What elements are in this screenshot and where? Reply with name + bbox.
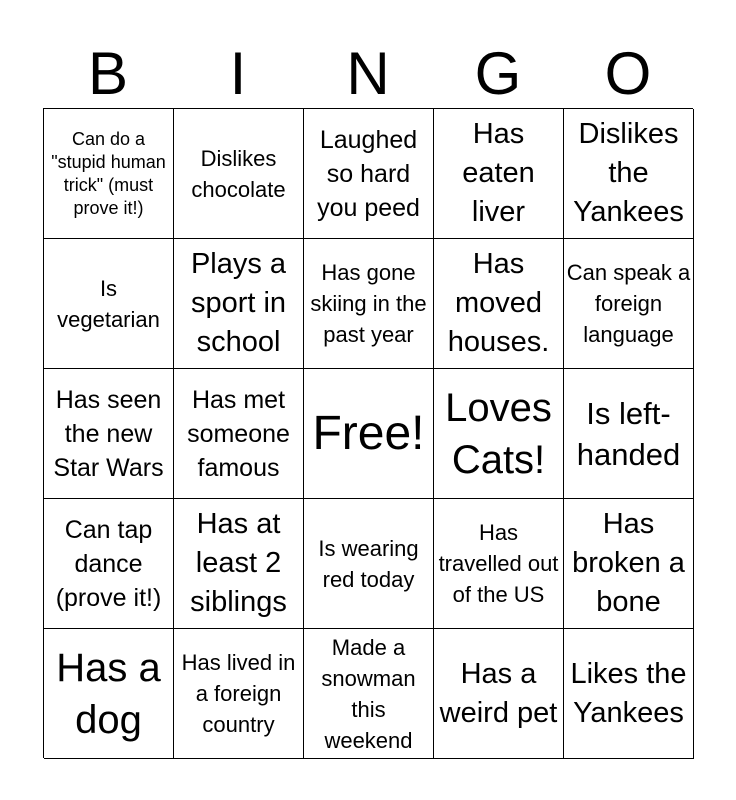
bingo-board xyxy=(43,108,693,758)
bingo-cell-n3[interactable] xyxy=(304,369,434,499)
bingo-header xyxy=(43,40,693,108)
bingo-cell-text: Loves Cats! xyxy=(445,385,552,482)
bingo-cell-text: Has moved houses. xyxy=(447,248,550,358)
bingo-cell-text: Has eaten liver xyxy=(462,118,535,228)
bingo-cell-n2[interactable] xyxy=(304,239,434,369)
header-letter-o: O xyxy=(604,40,652,107)
bingo-cell-text: Can speak a foreign language xyxy=(566,260,691,347)
header-letter-g: G xyxy=(474,40,522,107)
bingo-cell-o1[interactable] xyxy=(564,109,694,239)
bingo-cell-o3[interactable] xyxy=(564,369,694,499)
bingo-cell-g3[interactable] xyxy=(434,369,564,499)
bingo-cell-n4[interactable] xyxy=(304,499,434,629)
bingo-cell-text: Is vegetarian xyxy=(57,275,160,332)
bingo-cell-text: Has a weird pet xyxy=(439,657,558,729)
bingo-cell-o4[interactable] xyxy=(564,499,694,629)
bingo-cell-text: Has seen the new Star Wars xyxy=(53,385,164,482)
header-letter-i: I xyxy=(229,40,247,107)
bingo-cell-i1[interactable] xyxy=(174,109,304,239)
bingo-cell-b3[interactable] xyxy=(44,369,174,499)
bingo-cell-text: Has a dog xyxy=(56,645,161,742)
header-letter-n: N xyxy=(346,40,390,107)
bingo-cell-i3[interactable] xyxy=(174,369,304,499)
bingo-cell-b1[interactable] xyxy=(44,109,174,239)
bingo-cell-text: Can do a "stupid human trick" (must prove it!) xyxy=(51,128,166,218)
bingo-cell-text: Made a snowman this weekend xyxy=(321,634,416,753)
bingo-cell-text: Dislikes the Yankees xyxy=(573,118,684,228)
bingo-cell-text: Is left-handed xyxy=(576,395,681,472)
bingo-cell-o5[interactable] xyxy=(564,629,694,759)
bingo-cell-text: Free! xyxy=(312,406,425,460)
bingo-cell-text: Dislikes chocolate xyxy=(191,145,286,202)
bingo-cell-text: Has lived in a foreign country xyxy=(181,650,296,737)
bingo-cell-o2[interactable] xyxy=(564,239,694,369)
bingo-cell-text: Can tap dance (prove it!) xyxy=(55,515,162,612)
header-letter-b: B xyxy=(87,40,129,107)
bingo-cell-text: Has travelled out of the US xyxy=(438,520,559,607)
bingo-cell-i2[interactable] xyxy=(174,239,304,369)
bingo-cell-text: Is wearing red today xyxy=(318,535,419,592)
bingo-cell-i5[interactable] xyxy=(174,629,304,759)
bingo-cell-g2[interactable] xyxy=(434,239,564,369)
bingo-cell-text: Has at least 2 siblings xyxy=(190,508,287,618)
bingo-cell-text: Plays a sport in school xyxy=(190,248,287,358)
bingo-cell-text: Has broken a bone xyxy=(572,508,685,618)
bingo-cell-n5[interactable] xyxy=(304,629,434,759)
bingo-cell-b5[interactable] xyxy=(44,629,174,759)
bingo-cell-b2[interactable] xyxy=(44,239,174,369)
bingo-cell-text: Has met someone famous xyxy=(187,385,290,482)
bingo-cell-text: Has gone skiing in the past year xyxy=(310,260,427,347)
bingo-cell-b4[interactable] xyxy=(44,499,174,629)
bingo-cell-text: Likes the Yankees xyxy=(570,657,687,729)
bingo-cell-g4[interactable] xyxy=(434,499,564,629)
bingo-cell-i4[interactable] xyxy=(174,499,304,629)
bingo-cell-text: Laughed so hard you peed xyxy=(317,125,420,222)
bingo-cell-g5[interactable] xyxy=(434,629,564,759)
bingo-cell-g1[interactable] xyxy=(434,109,564,239)
bingo-cell-n1[interactable] xyxy=(304,109,434,239)
